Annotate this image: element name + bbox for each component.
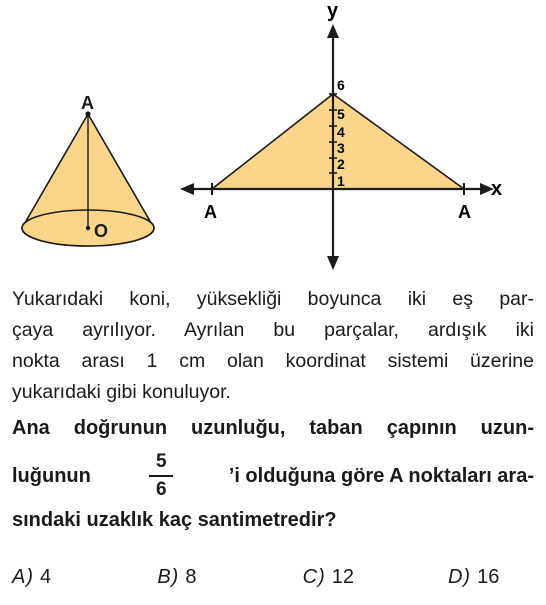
y-axis-arrow-up-icon: [327, 24, 339, 38]
right-a-label: A: [458, 202, 471, 222]
option-b[interactable]: [157, 566, 252, 596]
option-d-letter: D): [447, 566, 472, 588]
option-b-value: 8: [185, 566, 197, 588]
question-text: [12, 415, 534, 533]
y-tick-label-5: 5: [337, 106, 345, 122]
y-tick-label-3: 3: [337, 140, 345, 156]
option-d-value: 16: [477, 566, 500, 588]
fraction-denominator: 6: [156, 479, 167, 500]
option-c[interactable]: [303, 566, 398, 596]
problem-paragraph: [12, 284, 534, 408]
y-tick-label-4: 4: [337, 124, 345, 140]
question-line-1: Ana doğrunun uzunluğu, taban çapının uzun-: [12, 417, 534, 439]
option-b-letter: B): [157, 566, 180, 588]
paragraph-line-3: nokta arası 1 cm olan koordinat sistemi üzerine: [12, 350, 534, 372]
question-line-2-end: ’i olduğuna göre A noktaları ara-: [228, 464, 534, 487]
y-tick-label-2: 2: [337, 156, 345, 172]
coordinate-graph: [180, 0, 502, 270]
cone-figure: [22, 93, 154, 246]
y-axis-label: y: [327, 0, 339, 22]
cone-apex-label: A: [81, 93, 94, 113]
y-axis-arrow-down-icon: [327, 256, 339, 270]
option-c-value: 12: [331, 566, 355, 588]
fraction: [149, 452, 173, 500]
question-line-2-start: luğunun: [12, 464, 91, 487]
x-axis-arrow-left-icon: [180, 183, 194, 195]
paragraph-line-2: çaya ayrılıyor. Ayrılan bu parçalar, ardışık iki: [12, 319, 534, 341]
left-a-label: A: [204, 202, 217, 222]
question-line-2: [12, 449, 534, 503]
y-tick-label-1: 1: [337, 173, 345, 189]
paragraph-line-1: Yukarıdaki koni, yüksekliği boyunca iki eş par-: [12, 288, 534, 310]
answer-options: [12, 566, 534, 596]
question-line-3: sındaki uzaklık kaç santimetredir?: [12, 509, 337, 531]
option-a-letter: A): [12, 566, 34, 588]
fraction-bar: [149, 475, 173, 477]
paragraph-line-4: yukarıdaki gibi konuluyor.: [12, 381, 231, 403]
option-d[interactable]: [448, 566, 534, 596]
y-tick-label-6: 6: [337, 77, 345, 93]
option-c-letter: C): [302, 566, 326, 588]
figure: [0, 0, 546, 280]
center-point: [86, 226, 90, 230]
option-a[interactable]: [12, 566, 107, 596]
x-axis-label: x: [491, 178, 503, 200]
fraction-numerator: 5: [156, 451, 167, 472]
option-a-value: 4: [40, 566, 52, 588]
cone-center-label: O: [94, 221, 109, 241]
